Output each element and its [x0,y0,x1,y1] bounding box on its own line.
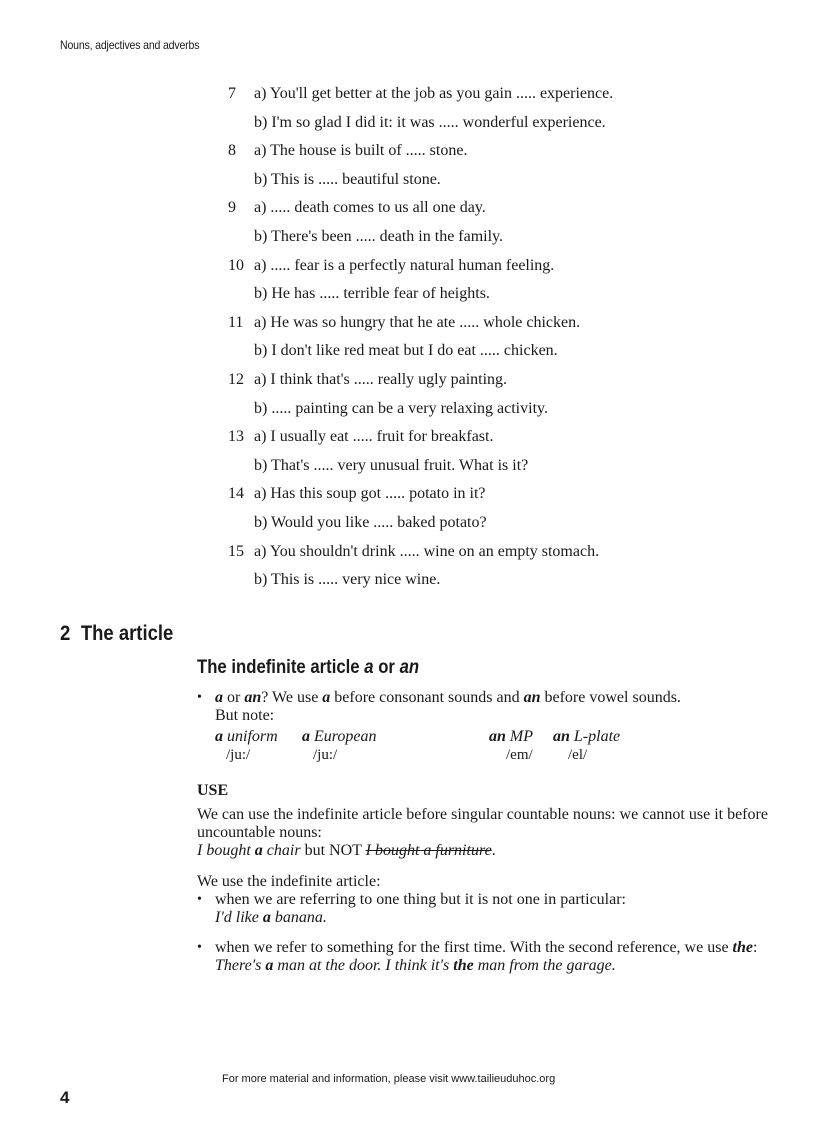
exercise-item-11a [228,313,613,342]
subsection-article-a: a [364,657,374,678]
bullet-text: when we are referring to one thing but it is not one in particular: [215,891,626,908]
intro-an: an [244,689,262,706]
item-number: 9 [228,199,236,217]
bullet-point: • [197,892,202,907]
example-text: I'd like [215,909,263,926]
phonetic-l-plate: /el/ [568,747,588,763]
page-number: 4 [60,1088,70,1107]
exercise-item-12b [228,399,613,428]
section-number: 2 [60,622,71,645]
sentence-a: a) Has this soup got ..... potato in it? [254,485,486,503]
example-mp [489,728,533,746]
period: . [491,842,496,859]
bullet-the: the [732,939,753,956]
phonetic-european: /ju:/ [313,747,338,763]
item-number: 7 [228,85,236,102]
sentence-a: a) I usually eat ..... fruit for breakfast. [254,428,494,446]
sentence-a: a) The house is built of ..... stone. [254,142,468,160]
running-head: Nouns, adjectives and adverbs [60,38,200,52]
example-word: European [310,728,377,745]
exercise-item-14b [228,513,613,542]
use-bullet-2 [197,939,769,975]
footer-note: For more material and information, please visit www.tailieuduhoc.org [222,1073,556,1085]
exercise-list [228,84,613,599]
intro-text: before vowel sounds. [540,689,681,706]
example-article: an [553,728,570,745]
example-text: There's [215,957,266,974]
example-text: chair [262,842,301,859]
example-text: man from the garage. [473,957,616,974]
exercise-item-10b [228,284,613,313]
sentence-b: b) This is ..... very nice wine. [254,571,441,589]
intro-or: or [223,689,245,706]
example-article: a [215,728,223,745]
exercise-item-15b [228,570,613,599]
example-word: L-plate [569,728,621,745]
item-number: 11 [228,313,244,331]
example-article: a [265,957,274,974]
example-article: the [453,957,474,974]
use-bullet-1 [197,891,787,927]
section-heading [60,622,173,646]
exercise-item-11b [228,341,613,370]
exercise-item-7a [228,84,613,113]
sentence-b: b) Would you like ..... baked potato? [254,513,487,531]
example-l-plate [553,728,620,746]
bullet-example [215,909,626,927]
subsection-article-an: an [399,657,420,678]
example-text: I bought [197,842,255,859]
example-uniform [215,728,278,746]
exercise-item-14a [228,484,613,513]
sentence-b: b) I'm so glad I did it: it was ..... wonderful experience. [254,113,606,131]
bullet-point: • [197,690,202,705]
phonetic-mp: /em/ [506,747,533,763]
intro-bullet [197,689,787,725]
struck-example: I bought a furniture [365,842,492,859]
sentence-a: a) I think that's ..... really ugly painting. [254,370,508,388]
bullet-point: • [197,940,202,955]
subsection-heading [197,657,419,679]
sentence-b: b) He has ..... terrible fear of heights. [254,285,490,303]
example-article: a [254,842,263,859]
but-note: But note: [215,707,275,724]
intro-an2: an [523,689,541,706]
sentence-a: a) You shouldn't drink ..... wine on an empty stomach. [254,542,600,560]
item-number: 12 [228,370,244,388]
sentence-a: a) He was so hungry that he ate ..... whole chicken. [254,313,581,331]
exercise-item-10a [228,256,613,285]
item-number: 14 [228,485,244,503]
sentence-b: b) There's been ..... death in the family. [254,227,504,245]
intro-a: a [215,689,223,706]
exercise-item-13b [228,456,613,485]
exercise-item-8a [228,141,613,170]
exercise-item-9b [228,227,613,256]
example-european [302,728,377,746]
bullet-example [215,957,757,975]
item-number: 8 [228,142,236,160]
colon: : [753,939,758,956]
use-paragraph [197,806,782,860]
intro-text: before consonant sounds and [330,689,524,706]
subsection-or: or [373,657,400,678]
exercise-item-13a [228,427,613,456]
subsection-title-text: The indefinite article [197,657,365,678]
example-text: man at the door. I think it's [273,957,454,974]
sentence-a: a) ..... death comes to us all one day. [254,199,486,217]
sentence-b: b) ..... painting can be a very relaxing activity. [254,399,548,417]
bullet-text: when we refer to something for the first time. With the second reference, we use [215,939,733,956]
section-title: The article [80,622,174,645]
intro-text: ? We use [261,689,323,706]
use-intro-2: We use the indefinite article: [197,873,381,890]
example-article: a [302,728,310,745]
example-article: an [489,728,506,745]
intro-a2: a [322,689,331,706]
sentence-a: a) You'll get better at the job as you gain ..... experience. [254,85,614,102]
exercise-item-9a [228,198,613,227]
sentence-b: b) I don't like red meat but I do eat ..... chicken. [254,342,558,360]
item-number: 10 [228,256,244,274]
use-text: We can use the indefinite article before singular countable nouns: we cannot use it before uncountable nouns: [197,806,768,841]
example-word: uniform [223,728,278,745]
use-heading: USE [197,782,229,799]
item-number: 13 [228,428,244,446]
phonetic-uniform: /ju:/ [226,747,251,763]
sentence-b: b) That's ..... very unusual fruit. What is it? [254,456,529,474]
example-word: MP [505,728,534,745]
sentence-a: a) ..... fear is a perfectly natural human feeling. [254,256,555,274]
example-article: a [262,909,271,926]
but-not-text: but NOT [300,842,366,859]
exercise-item-8b [228,170,613,199]
example-text: banana. [270,909,327,926]
item-number: 15 [228,542,244,560]
exercise-item-7b [228,113,613,142]
exercise-item-15a [228,542,613,571]
exercise-item-12a [228,370,613,399]
use-example [197,842,782,860]
sentence-b: b) This is ..... beautiful stone. [254,170,441,188]
